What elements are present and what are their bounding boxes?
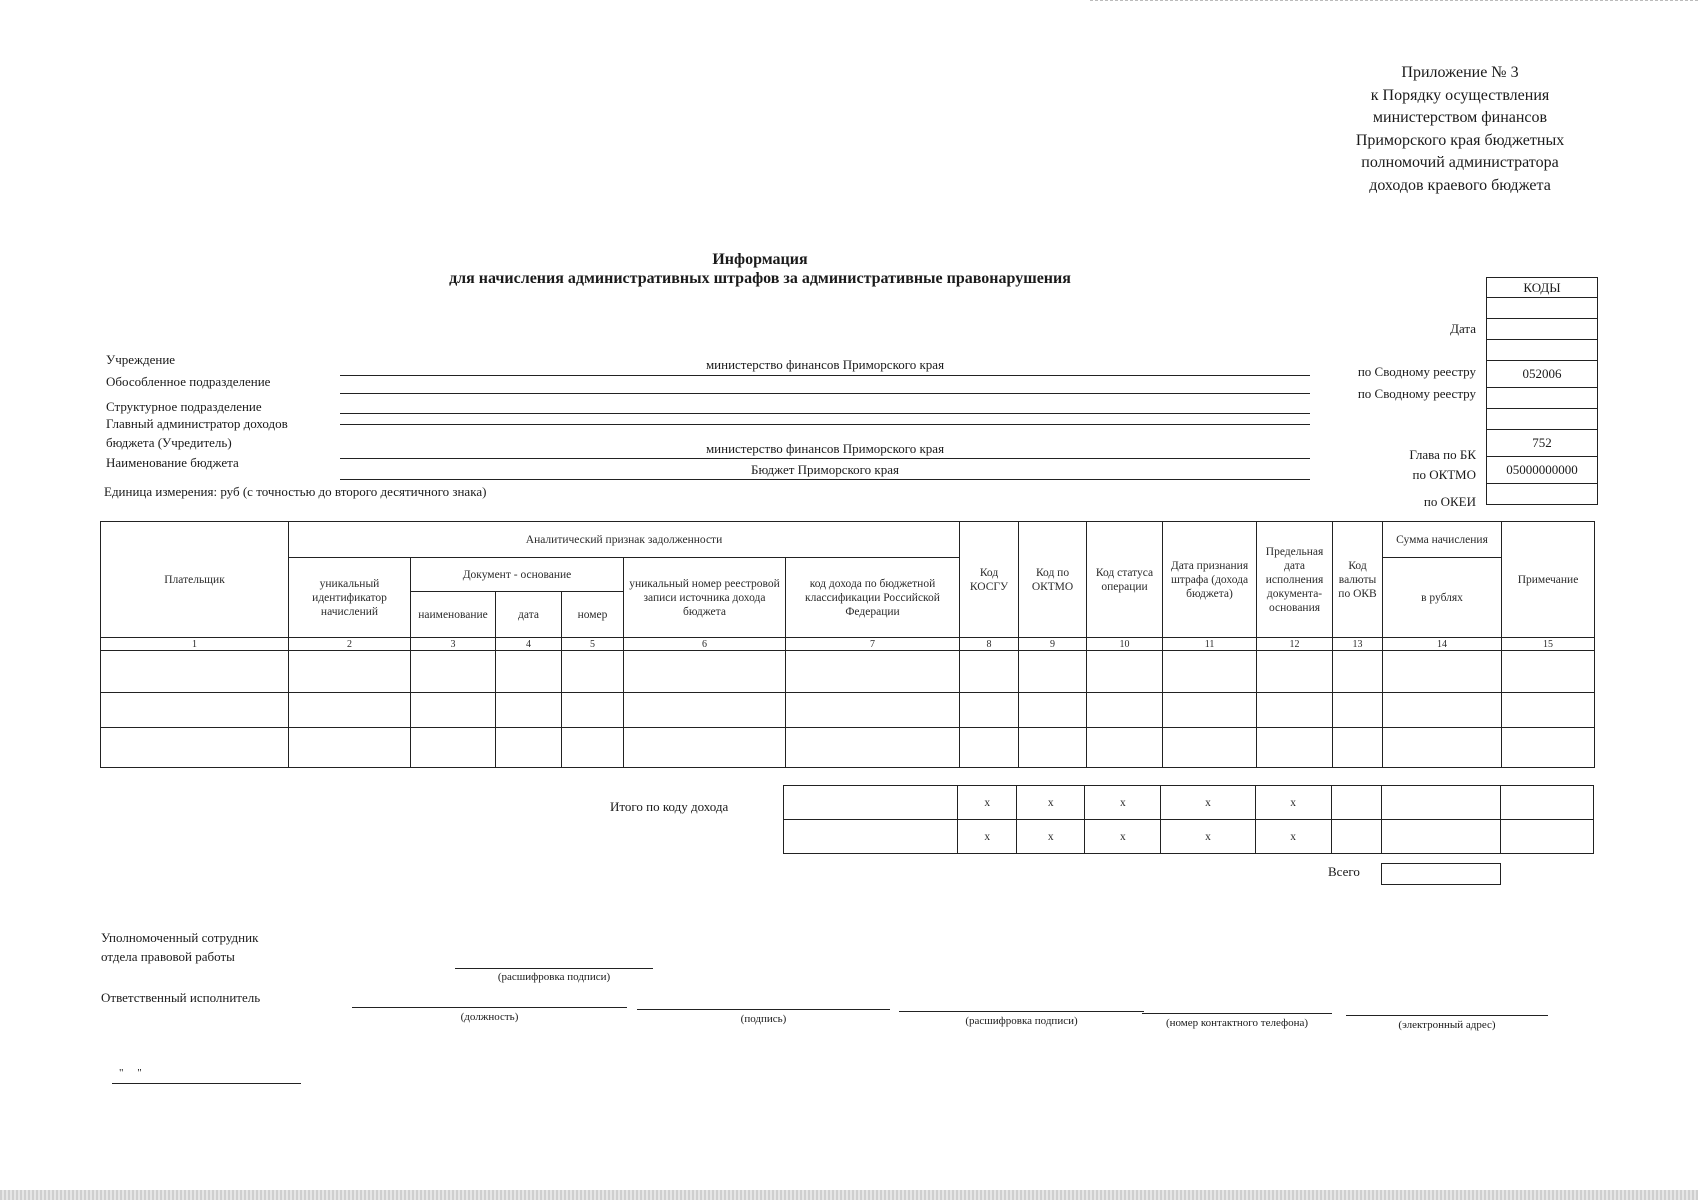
document-title — [300, 250, 1220, 288]
annex-line: полномочий администратора — [1361, 154, 1559, 171]
x-mark: х — [1085, 820, 1161, 854]
column-number: 9 — [1019, 638, 1087, 651]
title-line-1: Информация — [712, 251, 808, 268]
x-mark: х — [958, 820, 1017, 854]
annex-line: Приморского края бюджетных — [1355, 131, 1565, 149]
phone-line — [1142, 1013, 1332, 1014]
total-by-code-label: Итого по коду дохода — [610, 799, 729, 814]
codes-blank — [1487, 409, 1597, 430]
x-mark: х — [1017, 820, 1085, 854]
codes-reg2-value — [1487, 388, 1597, 409]
oktmo-header: Код по ОКТМО — [1019, 522, 1087, 638]
institution-value: министерство финансов Приморского края — [705, 357, 945, 372]
signature-caption: (подпись) — [740, 1013, 787, 1025]
position-line — [352, 1007, 627, 1008]
codes-header: КОДЫ — [1487, 278, 1597, 298]
deadline-header: Предельная дата исполнения документа-основания — [1257, 522, 1333, 638]
title-line-2: для начисления административных штрафов за административные правонарушения — [449, 270, 1071, 287]
codes-date-label: Дата — [1450, 321, 1476, 336]
officer-signature-line — [455, 968, 653, 969]
chief-admin-label: Главный администратор доходов — [106, 416, 288, 431]
field-line — [340, 413, 1310, 414]
column-number: 7 — [786, 638, 960, 651]
column-number: 15 — [1502, 638, 1595, 651]
totals-row — [784, 820, 1594, 854]
chief-admin-label: бюджета (Учредитель) — [106, 435, 232, 450]
column-number-row — [101, 638, 1595, 651]
column-number: 3 — [411, 638, 496, 651]
codes-okei-label: по ОКЕИ — [1423, 494, 1476, 509]
note-header: Примечание — [1502, 522, 1595, 638]
budget-name-label: Наименование бюджета — [106, 455, 239, 470]
x-mark: х — [1255, 820, 1331, 854]
codes-oktmo-value: 05000000000 — [1487, 457, 1597, 484]
codes-date-value — [1487, 319, 1597, 340]
date-line — [112, 1083, 301, 1084]
annex-line: к Порядку осуществления — [1370, 86, 1550, 104]
codes-reg1-value: 052006 — [1487, 361, 1597, 388]
position-caption: (должность) — [460, 1011, 519, 1023]
phone-caption: (номер контактного телефона) — [1165, 1017, 1309, 1029]
scan-edge-bottom — [0, 1190, 1698, 1200]
fines-table — [100, 521, 1595, 768]
x-mark: х — [1255, 786, 1331, 820]
decoding-caption: (расшифровка подписи) — [965, 1015, 1078, 1027]
column-number: 14 — [1383, 638, 1502, 651]
codes-oktmo-label: по ОКТМО — [1412, 467, 1476, 482]
email-caption: (электронный адрес) — [1398, 1019, 1496, 1031]
chief-admin-value: министерство финансов Приморского края — [705, 441, 945, 456]
column-number: 10 — [1087, 638, 1163, 651]
column-number: 4 — [496, 638, 562, 651]
codes-blank — [1487, 340, 1597, 361]
column-number: 12 — [1257, 638, 1333, 651]
x-mark: х — [1161, 786, 1255, 820]
doc-basis-header: Документ - основание — [411, 558, 624, 592]
institution-label: Учреждение — [106, 352, 176, 367]
x-mark: х — [1017, 786, 1085, 820]
sum-rub-header: в рублях — [1383, 558, 1502, 638]
column-number: 2 — [289, 638, 411, 651]
codes-box — [1486, 277, 1598, 505]
doc-name-header: наименование — [411, 592, 496, 638]
kosgu-header: Код КОСГУ — [960, 522, 1019, 638]
doc-number-header: номер — [562, 592, 624, 638]
column-number: 13 — [1333, 638, 1383, 651]
codes-reg2-label: по Сводному реестру — [1357, 386, 1476, 401]
analytic-header: Аналитический признак задолженности — [289, 522, 960, 558]
field-line — [340, 424, 1310, 425]
x-mark: х — [1161, 820, 1255, 854]
table-row — [101, 693, 1595, 728]
income-code-header: код дохода по бюджетной классификации Российской Федерации — [786, 558, 960, 638]
separate-unit-label: Обособленное подразделение — [106, 374, 271, 389]
officer-label: Уполномоченный сотрудник — [101, 930, 259, 945]
budget-name-value: Бюджет Приморского края — [751, 462, 899, 477]
doc-date-header: дата — [496, 592, 562, 638]
column-number: 1 — [101, 638, 289, 651]
x-mark: х — [1085, 786, 1161, 820]
officer-label: отдела правовой работы — [101, 949, 235, 964]
sum-header: Сумма начисления — [1383, 522, 1502, 558]
field-line — [340, 393, 1310, 394]
fine-date-header: Дата признания штрафа (дохода бюджета) — [1163, 522, 1257, 638]
codes-okei-value — [1487, 484, 1597, 505]
registry-number-header: уникальный номер реестровой записи источника дохода бюджета — [624, 558, 786, 638]
grand-total-label: Всего — [1328, 864, 1360, 879]
column-number: 11 — [1163, 638, 1257, 651]
field-line — [340, 375, 1310, 376]
decoding-line — [899, 1011, 1144, 1012]
codes-bk-label: Глава по БК — [1409, 447, 1476, 462]
officer-caption: (расшифровка подписи) — [497, 971, 611, 983]
codes-blank — [1487, 298, 1597, 319]
field-line — [340, 479, 1310, 480]
annex-line: министерством финансов — [1372, 109, 1548, 126]
executor-label: Ответственный исполнитель — [101, 990, 261, 1005]
column-number: 8 — [960, 638, 1019, 651]
unit-label: Единица измерения: руб (с точностью до второго десятичного знака) — [104, 484, 487, 499]
table-row — [101, 651, 1595, 693]
field-line — [340, 458, 1310, 459]
column-number: 5 — [562, 638, 624, 651]
totals-table — [783, 785, 1594, 854]
email-line — [1346, 1015, 1548, 1016]
totals-row — [784, 786, 1594, 820]
structural-unit-label: Структурное подразделение — [106, 399, 262, 414]
annex-line: Приложение № 3 — [1401, 64, 1519, 81]
codes-bk-value: 752 — [1487, 430, 1597, 457]
payer-header: Плательщик — [101, 522, 289, 638]
table-row — [101, 728, 1595, 768]
currency-header: Код валюты по ОКВ — [1333, 522, 1383, 638]
date-quotes: " " — [119, 1067, 142, 1079]
grand-total-box — [1381, 863, 1501, 885]
x-mark: х — [958, 786, 1017, 820]
annex-line: доходов краевого бюджета — [1369, 176, 1551, 194]
scan-edge-top — [1090, 0, 1698, 4]
status-header: Код статуса операции — [1087, 522, 1163, 638]
signature-line — [637, 1009, 890, 1010]
annex-heading — [1300, 62, 1620, 197]
uid-header: уникальный идентификатор начислений — [289, 558, 411, 638]
column-number: 6 — [624, 638, 786, 651]
codes-reg1-label: по Сводному реестру — [1357, 364, 1476, 379]
